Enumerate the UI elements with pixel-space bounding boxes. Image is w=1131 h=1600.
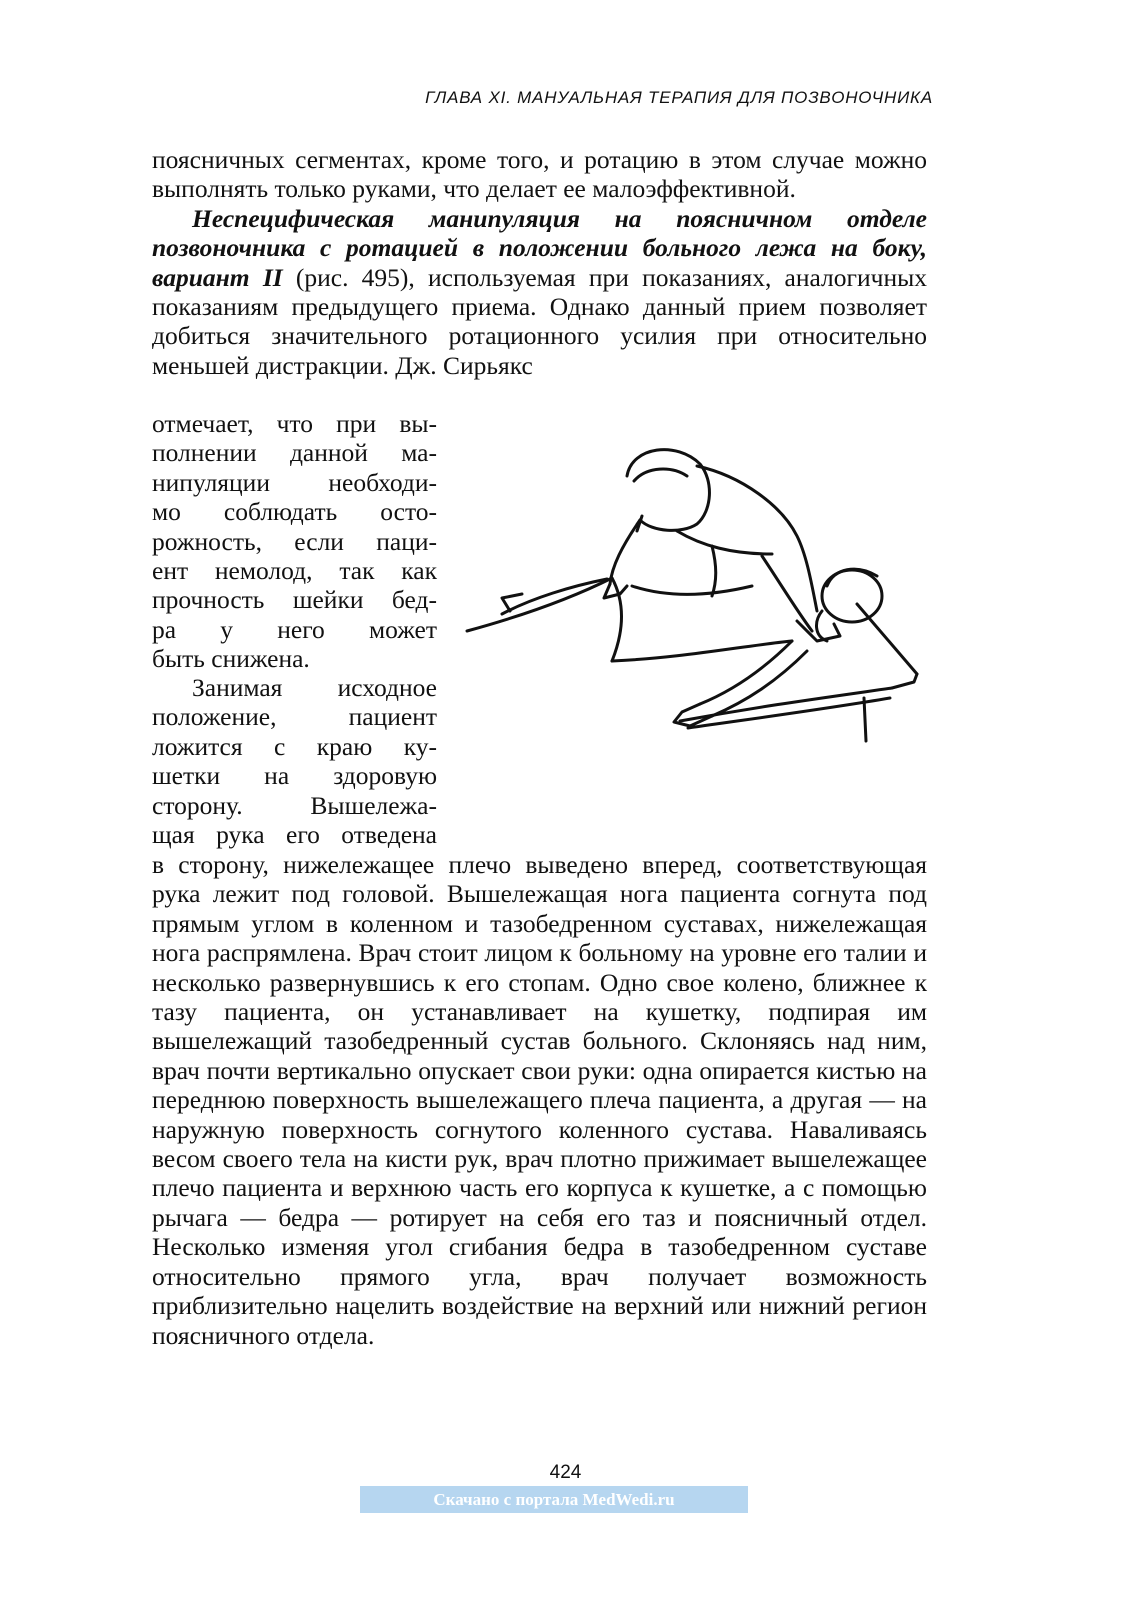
doctor-head bbox=[627, 450, 709, 531]
doctor-arm-right bbox=[762, 556, 812, 631]
patient-waist bbox=[632, 586, 752, 594]
download-watermark: Скачано с портала MedWedi.ru bbox=[360, 1486, 748, 1513]
patient-hair bbox=[827, 569, 877, 586]
patient-torso bbox=[612, 641, 792, 661]
body-text-bottom bbox=[152, 850, 927, 1350]
paragraph-technique bbox=[152, 204, 927, 380]
paragraph-continuation: поясничных сегментах, кроме того, и ротацию в этом случае можно выполнять только руками, что делает ее малоэффективной. bbox=[152, 145, 927, 204]
couch-far-edge bbox=[857, 604, 917, 674]
doctor-knee bbox=[712, 546, 716, 596]
wrap-line: отмечает, что при вы- bbox=[152, 409, 437, 438]
wrap-line: ент немолод, так как bbox=[152, 556, 437, 586]
patient-shoulder bbox=[817, 611, 827, 641]
doctor-chest bbox=[677, 531, 772, 554]
patient-leg bbox=[502, 579, 607, 614]
couch-corner bbox=[892, 674, 917, 688]
wrap-line: быть снижена. bbox=[152, 644, 310, 674]
wrap-line: рожность, если паци- bbox=[152, 526, 437, 556]
wrap-line: шетки на здоровую bbox=[152, 761, 437, 791]
running-header: ГЛАВА XI. МАНУАЛЬНАЯ ТЕРАПИЯ ДЛЯ ПОЗВОНОЧНИКА bbox=[425, 88, 933, 107]
wrap-line: мо соблюдать осто- bbox=[152, 497, 437, 527]
wrap-line: положение, пациент bbox=[152, 702, 437, 732]
doctor-front bbox=[610, 520, 640, 584]
wrap-line: Занимая исходное bbox=[192, 673, 437, 702]
technique-description: (рис. 495), используемая при показаниях, аналогичных показаниям предыдущего приема. Однако данный прием позволяет добиться значительного ротационного усилия при относительно меньшей дистракции. Дж. Сирьякс bbox=[152, 262, 927, 380]
wrap-line: ра у него может bbox=[152, 614, 437, 644]
wrap-line: сторону. Вышележа- bbox=[152, 790, 437, 820]
technique-title: Неспецифическая манипуляция на поясничном отделе позвоночника с ротацией в положении больного лежа на боку, вариант II bbox=[152, 203, 927, 292]
doctor-hair bbox=[634, 469, 687, 481]
paragraph-description: в сторону, нижележащее плечо выведено вперед, соответствующая рука лежит под головой. Вышележащая нога пациента согнута под прямым углом в коленном и тазобедренном суставах, нижележащая нога распрямлена. Врач стоит лицом к больному на уровне его талии и несколько развернувшись к его стопам. Одно свое колено, ближнее к тазу пациента, он устанавливает на кушетку, подпирая им вышележащий тазобедренный сустав больного. Склоняясь над ним, врач почти вертикально опускает свои руки: одна опирается кистью на переднюю поверхность вышележащего плеча пациента, а другая — на наружную поверхность согнутого коленного сустава. Наваливаясь весом своего тела на кисти рук, врач плотно прижимает вышележащее плечо пациента и верхнюю часть его корпуса к кушетке, а с помощью рычага — бедра — ротирует на себя его таз и поясничный отдел. Несколько изменяя угол сгибания бедра в тазобедренном суставе относительно прямого угла, врач получает возможность приблизительно нацелить воздействие на верхний или нижний регион поясничного отдела. bbox=[152, 850, 927, 1350]
wrap-line: щая рука его отведена bbox=[152, 820, 437, 850]
patient-hip bbox=[612, 578, 621, 661]
wrap-line: нипуляции необходи- bbox=[152, 467, 437, 497]
wrap-line: полнении данной ма- bbox=[152, 438, 437, 468]
couch-leg bbox=[864, 698, 866, 741]
wrapped-column-1 bbox=[152, 409, 437, 674]
page-number: 424 bbox=[549, 1462, 582, 1483]
manipulation-illustration bbox=[462, 436, 930, 748]
body-text-top bbox=[152, 145, 927, 380]
wrap-line: прочность шейки бед- bbox=[152, 585, 437, 615]
wrapped-column-2 bbox=[152, 673, 437, 849]
wrap-line: ложится с краю ку- bbox=[152, 731, 437, 761]
patient-leg bbox=[467, 578, 612, 631]
